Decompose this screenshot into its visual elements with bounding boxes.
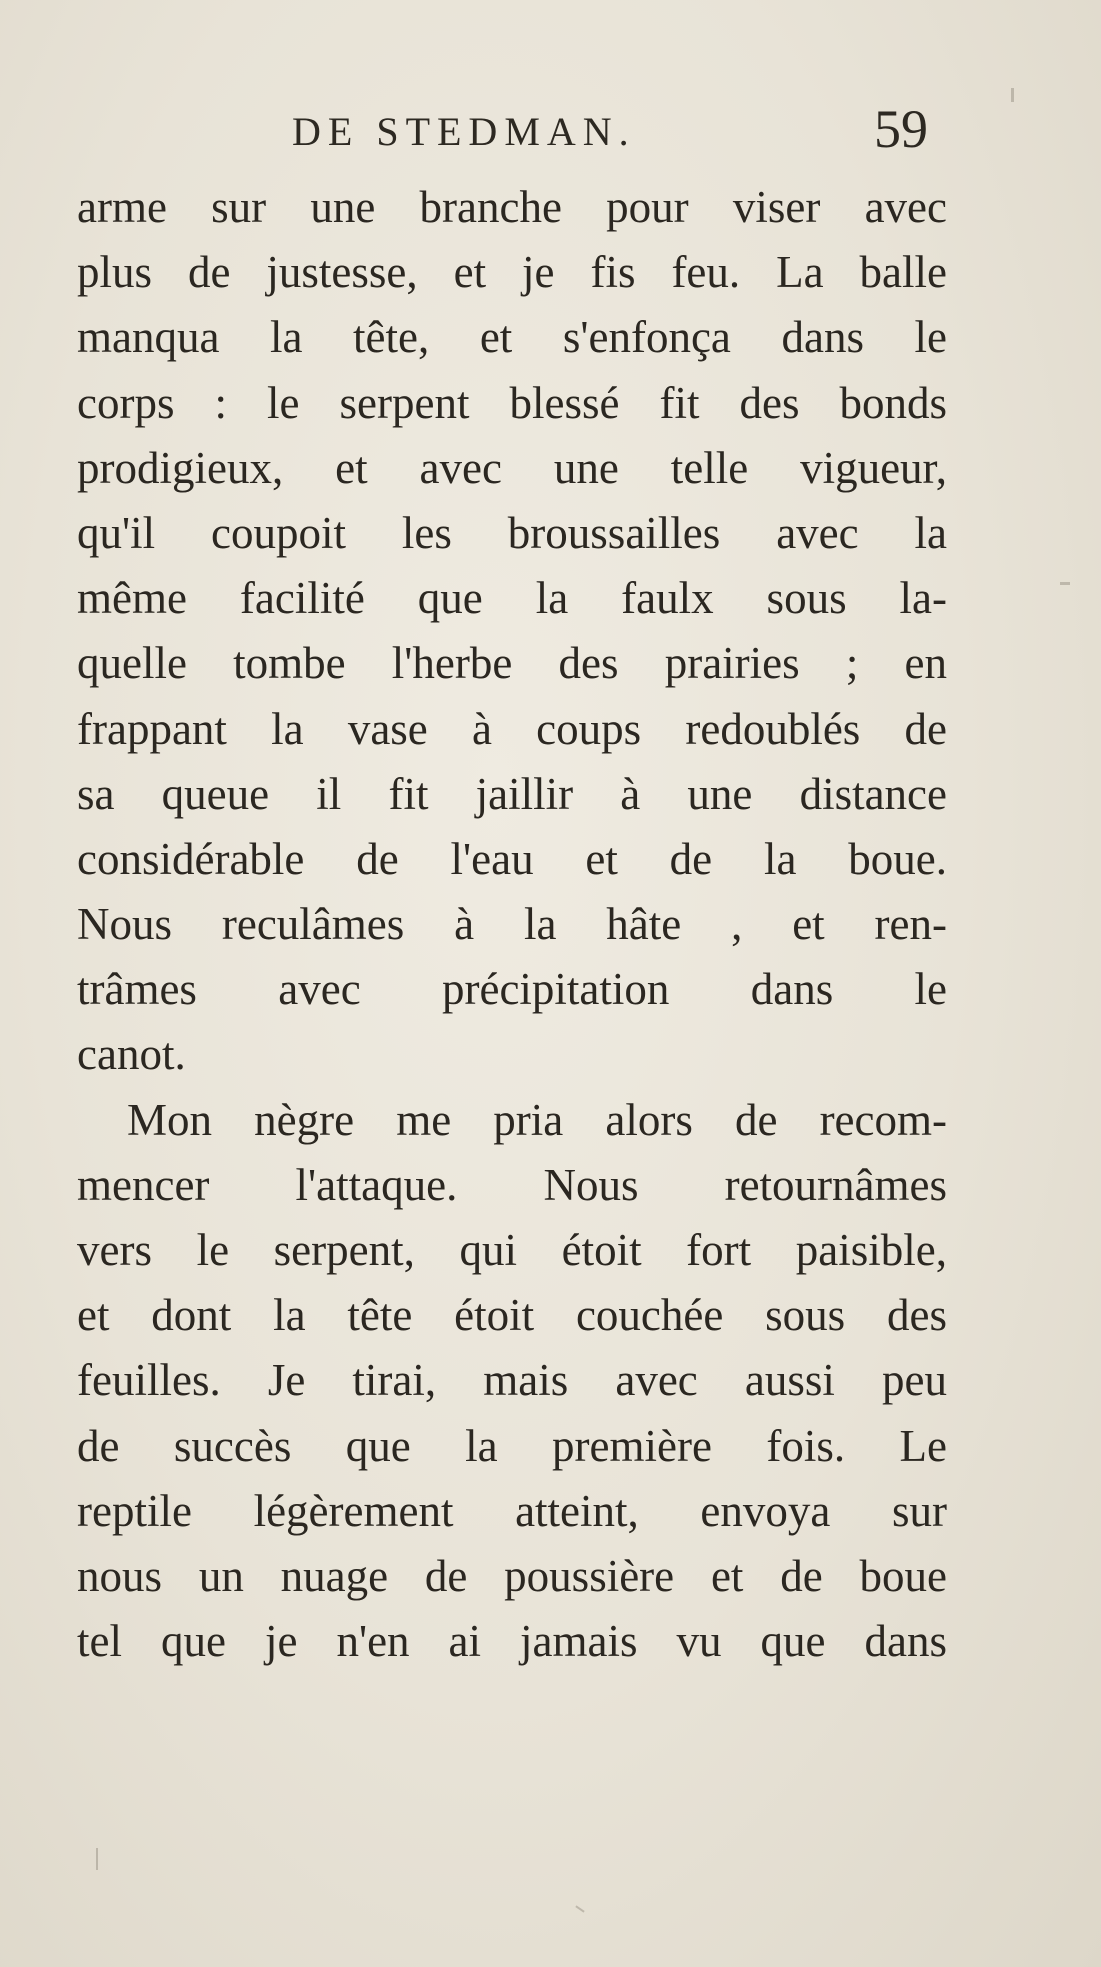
text-line: mencer l'attaque. Nous retournâmes: [77, 1159, 947, 1210]
paper-speck: [1011, 88, 1014, 102]
text-line: sa queue il fit jaillir à une distance: [77, 768, 947, 819]
text-line: de succès que la première fois. Le: [77, 1420, 947, 1471]
text-line: corps : le serpent blessé fit des bonds: [77, 377, 947, 428]
text-line: Mon nègre me pria alors de recom-: [127, 1094, 947, 1145]
text-line: prodigieux, et avec une telle vigueur,: [77, 442, 947, 493]
paper-speck: [575, 1905, 584, 1912]
text-line: tel que je n'en ai jamais vu que dans: [77, 1616, 947, 1667]
text-line: et dont la tête étoit couchée sous des: [77, 1290, 947, 1341]
text-line: manqua la tête, et s'enfonça dans le: [77, 312, 947, 363]
page-number: 59: [874, 99, 928, 159]
running-head: [0, 98, 1101, 168]
text-line: considérable de l'eau et de la boue.: [77, 833, 947, 884]
text-line: qu'il coupoit les broussailles avec la: [77, 507, 947, 558]
running-title: DE STEDMAN.: [292, 109, 636, 154]
text-line: Nous reculâmes à la hâte , et ren-: [77, 899, 947, 950]
text-line: frappant la vase à coups redoublés de: [77, 703, 947, 754]
text-line: canot.: [77, 1029, 186, 1080]
body-text: [77, 175, 947, 1674]
text-line: arme sur une branche pour viser avec: [77, 182, 947, 232]
text-line: reptile légèrement atteint, envoya sur: [77, 1485, 947, 1536]
text-line: même facilité que la faulx sous la-: [77, 573, 947, 624]
paper-speck: [96, 1848, 98, 1870]
text-line: vers le serpent, qui étoit fort paisible,: [77, 1225, 947, 1275]
paper-speck: [1060, 582, 1070, 585]
text-line: trâmes avec précipitation dans le: [77, 964, 947, 1015]
text-line: quelle tombe l'herbe des prairies ; en: [77, 638, 947, 689]
text-line: nous un nuage de poussière et de boue: [77, 1550, 947, 1601]
text-line: feuilles. Je tirai, mais avec aussi peu: [77, 1355, 947, 1406]
text-line: plus de justesse, et je fis feu. La balle: [77, 247, 947, 298]
